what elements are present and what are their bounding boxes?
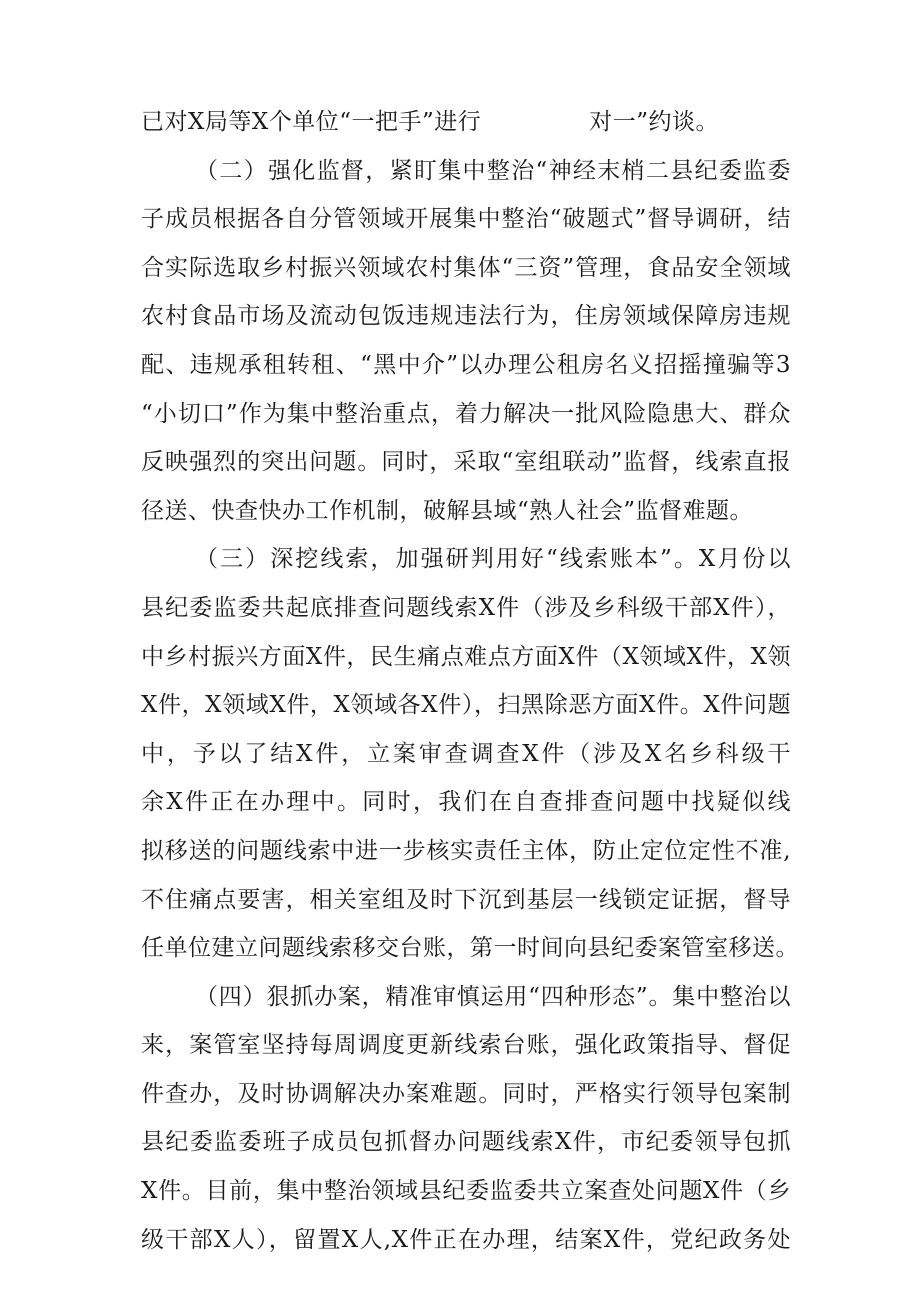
paragraph-line: 中，予以了结X件，立案审查调查X件（涉及X名乡科级干 bbox=[141, 740, 791, 767]
paragraph-line: 余X件正在办理中。同时，我们在自查排查问题中找疑似线 bbox=[141, 789, 791, 816]
paragraph-line: 级干部X人），留置X人,X件正在办理，结案X件，党纪政务处 bbox=[141, 1226, 791, 1253]
paragraph-line: 配、违规承租转租、“黑中介”以办理公租房名义招摇撞骗等3 bbox=[141, 351, 791, 378]
paragraph-line: （四）狠抓办案，精准审慎运用“四种形态”。集中整治以 bbox=[195, 983, 791, 1010]
paragraph-line bbox=[141, 98, 791, 147]
paragraph-line: 县纪委监委共起底排查问题线索X件（涉及乡科级干部X件）， bbox=[141, 594, 791, 621]
paragraph-line: 合实际选取乡村振兴领域农村集体“三资”管理，食品安全领域 bbox=[141, 254, 791, 281]
paragraph-line: 来，案管室坚持每周调度更新线索台账，强化政策指导、督促 bbox=[141, 1032, 791, 1059]
paragraph-line: 径送、快查快办工作机制，破解县域“熟人社会”监督难题。 bbox=[141, 497, 754, 524]
paragraph-line: 拟移送的问题线索中进一步核实责任主体，防止定位定性不准, bbox=[141, 837, 791, 864]
paragraph-line: 反映强烈的突出问题。同时，采取“室组联动”监督，线索直报 bbox=[141, 449, 791, 476]
paragraph-line: 任单位建立问题线索移交台账，第一时间向县纪委案管室移送。 bbox=[141, 935, 799, 962]
paragraph-line: 子成员根据各自分管领域开展集中整治“破题式”督导调研，结 bbox=[141, 206, 791, 233]
paragraph-line: X件。目前，集中整治领域县纪委监委共立案查处问题X件（乡 bbox=[141, 1178, 791, 1205]
paragraph-line: （三）深挖线索，加强研判用好“线索账本”。X月份以 bbox=[195, 546, 791, 573]
document-body bbox=[141, 98, 799, 1264]
text-segment: 已对X局等X个单位“一把手”进行 bbox=[141, 109, 482, 135]
paragraph-line: 不住痛点要害，相关室组及时下沉到基层一线锁定证据，督导 bbox=[141, 886, 791, 913]
paragraph-line: 县纪委监委班子成员包抓督办问题线索X件，市纪委领导包抓 bbox=[141, 1129, 791, 1156]
paragraph-line: “小切口”作为集中整治重点，着力解决一批风险隐患大、群众 bbox=[141, 400, 791, 427]
paragraph-line: 件查办，及时协调解决办案难题。同时，严格实行领导包案制 bbox=[141, 1080, 791, 1107]
paragraph-line: 农村食品市场及流动包饭违规违法行为，住房领域保障房违规 bbox=[141, 303, 791, 330]
paragraph-line: （二）强化监督，紧盯集中整治“神经末梢二县纪委监委 bbox=[195, 157, 791, 184]
paragraph-line: X件，X领域X件，X领域各X件），扫黑除恶方面X件。X件问题 bbox=[141, 692, 791, 719]
paragraph-line: 中乡村振兴方面X件，民生痛点难点方面X件（X领域X件，X领 bbox=[141, 643, 791, 670]
text-segment: 对一”约谈。 bbox=[589, 109, 720, 135]
